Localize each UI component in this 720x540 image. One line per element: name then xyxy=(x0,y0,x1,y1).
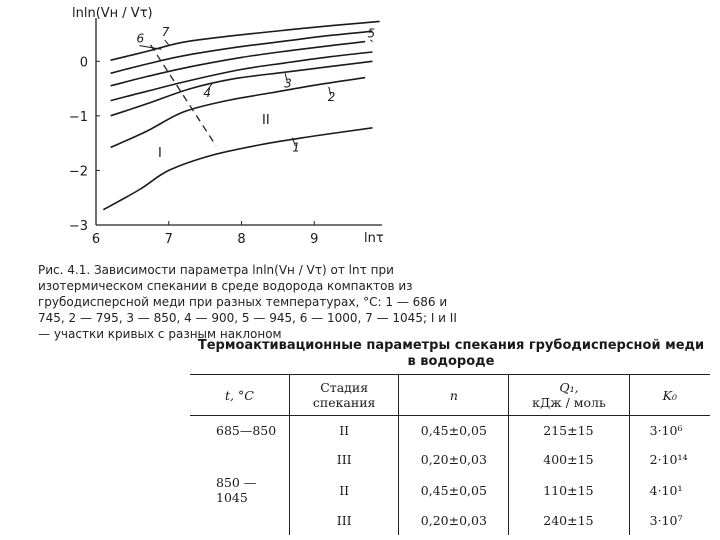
cell-temperature xyxy=(190,445,289,474)
series-label-3: 3 xyxy=(284,76,292,91)
series-label-2: 2 xyxy=(327,89,336,104)
series-line-1 xyxy=(103,128,372,210)
cell-q: 215±15 xyxy=(509,416,629,446)
series-lines xyxy=(103,21,379,209)
region-label-2: II xyxy=(262,113,270,128)
y-ticks xyxy=(69,55,100,234)
cell-k0: 2·10¹⁴ xyxy=(629,445,710,474)
series-label-6: 6 xyxy=(136,31,145,46)
y-tick-label: −3 xyxy=(68,219,88,234)
y-tick-label: 0 xyxy=(79,55,88,71)
series-line-2 xyxy=(111,78,366,148)
header-stage: Стадия спекания xyxy=(289,375,399,416)
series-label-1: 1 xyxy=(292,140,301,155)
table-row xyxy=(190,474,710,506)
y-axis-label: lnln(Vн / Vτ) xyxy=(72,6,153,21)
cell-n: 0,20±0,03 xyxy=(399,506,509,535)
table-row xyxy=(190,416,710,446)
series-label-5: 5 xyxy=(367,26,376,41)
cell-temperature: 685—850 xyxy=(216,423,277,438)
header-temperature: t, °C xyxy=(190,375,289,416)
header-activation-energy: Q₁, кДж / моль xyxy=(509,375,629,416)
x-axis-label: lnτ xyxy=(364,231,384,246)
sintering-parameters-table xyxy=(190,374,710,535)
cell-stage: III xyxy=(289,506,399,535)
y-tick-label: −1 xyxy=(68,109,88,125)
table-header-row xyxy=(190,375,710,416)
cell-q: 240±15 xyxy=(509,506,629,535)
table-row xyxy=(190,445,710,474)
y-tick-label: −2 xyxy=(68,164,88,180)
series-label-4: 4 xyxy=(203,86,212,101)
x-tick-label: 8 xyxy=(237,232,246,247)
series-label-7: 7 xyxy=(161,24,170,39)
region-label-1: I xyxy=(158,146,162,161)
figure-caption: Рис. 4.1. Зависимости параметра lnln(Vн / Vτ) от lnτ при изотермическом спекании в среде водорода компактов из грубодисперсной меди при разных температурах, °C: 1 — 686 и 745, 2 — 795, 3 — 850, 4 — 900, 5 — 945, 6 — 1000, 7 — 1045; I и II — участки кривых с разным наклоном xyxy=(38,263,457,341)
x-tick-label: 7 xyxy=(164,232,173,247)
cell-n: 0,20±0,03 xyxy=(399,445,509,474)
series-label-leader xyxy=(165,40,169,45)
cell-k0: 4·10¹ xyxy=(629,474,710,506)
header-n: n xyxy=(399,375,509,416)
cell-stage: III xyxy=(289,445,399,474)
cell-temperature: 850 — 1045 xyxy=(216,475,257,505)
cell-k0: 3·10⁷ xyxy=(629,506,710,535)
cell-q: 110±15 xyxy=(509,474,629,506)
cell-stage: II xyxy=(289,474,399,506)
cell-n: 0,45±0,05 xyxy=(399,416,509,446)
series-line-6 xyxy=(111,31,373,73)
cell-q: 400±15 xyxy=(509,445,629,474)
series-label-leader xyxy=(139,46,161,50)
series-line-7 xyxy=(111,21,380,60)
cell-stage: II xyxy=(289,416,399,446)
x-tick-label: 9 xyxy=(310,232,319,247)
cell-n: 0,45±0,05 xyxy=(399,474,509,506)
cell-temperature xyxy=(190,506,289,535)
table-row xyxy=(190,506,710,535)
header-k0: K₀ xyxy=(629,375,710,416)
sintering-chart xyxy=(0,0,720,250)
table-title: Термоактивационные параметры спекания грубодисперсной меди в водороде xyxy=(197,338,705,369)
cell-k0: 3·10⁶ xyxy=(629,416,710,446)
x-tick-label: 6 xyxy=(91,232,101,247)
